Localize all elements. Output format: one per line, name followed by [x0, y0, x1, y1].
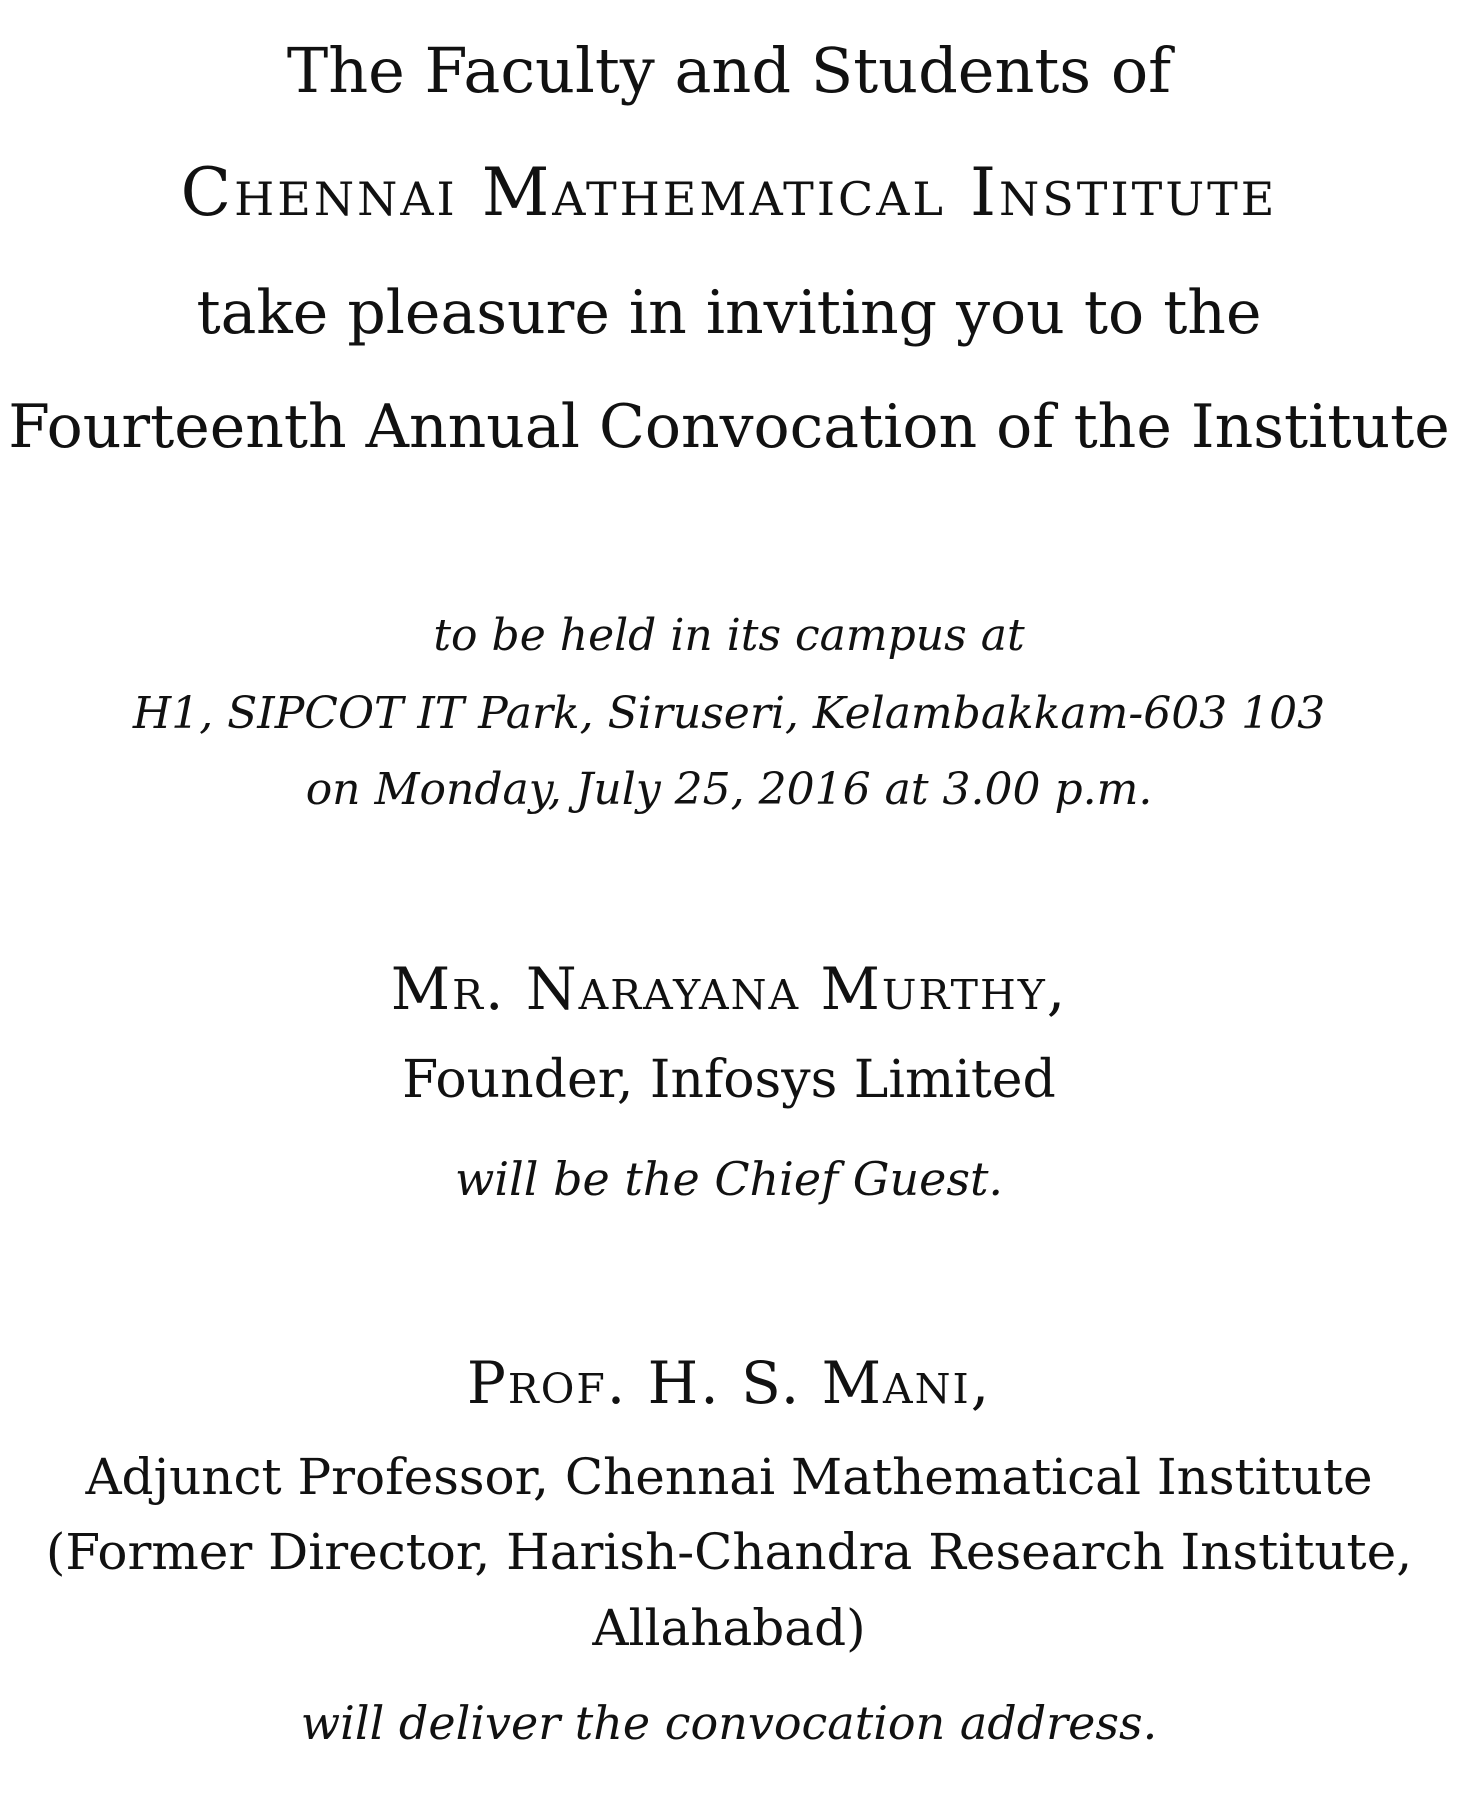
speaker-name: Prof. H. S. Mani, — [466, 1349, 992, 1417]
chief-guest-name: Mr. Narayana Murthy, — [390, 955, 1068, 1023]
intro-line: The Faculty and Students of — [286, 34, 1172, 107]
venue-intro: to be held in its campus at — [433, 610, 1025, 661]
speaker-title-3: Allahabad) — [592, 1599, 866, 1657]
institute-name: Chennai Mathematical Institute — [180, 154, 1278, 231]
chief-guest-role: will be the Chief Guest. — [454, 1152, 1004, 1206]
invitation-line: take pleasure in inviting you to the — [196, 278, 1262, 348]
speaker-title-1: Adjunct Professor, Chennai Mathematical Institute — [85, 1448, 1373, 1506]
event-datetime: on Monday, July 25, 2016 at 3.00 p.m. — [305, 764, 1153, 815]
venue-address: H1, SIPCOT IT Park, Siruseri, Kelambakkam-603 103 — [132, 688, 1326, 739]
chief-guest-title: Founder, Infosys Limited — [402, 1050, 1056, 1110]
event-title: Fourteenth Annual Convocation of the Institute — [8, 392, 1450, 462]
speaker-title-2: (Former Director, Harish-Chandra Research Institute, — [45, 1523, 1413, 1581]
speaker-role: will deliver the convocation address. — [300, 1696, 1158, 1750]
